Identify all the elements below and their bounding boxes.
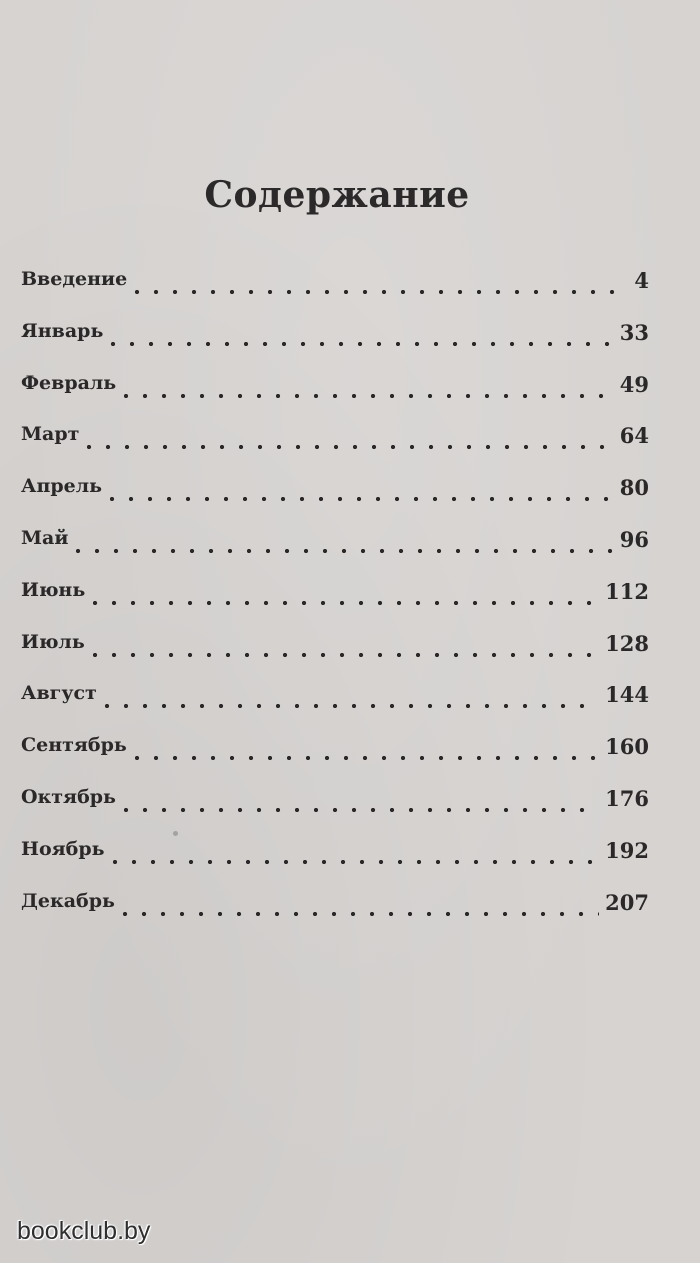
dot-leader xyxy=(105,704,599,708)
toc-entry-label: Июль xyxy=(21,630,85,653)
toc-entry-page-number: 80 xyxy=(619,475,649,501)
dot-leader xyxy=(113,860,600,864)
dot-leader xyxy=(87,445,613,449)
toc-entry-label: Июнь xyxy=(21,578,86,601)
toc-entry-label: Ноябрь xyxy=(21,837,105,860)
toc-entry xyxy=(21,890,649,942)
dot-leader xyxy=(93,653,599,657)
toc-entry-page-number: 160 xyxy=(605,734,649,760)
site-watermark: bookclub.by xyxy=(17,1217,151,1245)
toc-entry xyxy=(21,527,649,579)
toc-entry-page-number: 192 xyxy=(605,837,649,863)
toc-entry xyxy=(21,423,649,475)
toc-entry xyxy=(21,320,649,372)
dot-leader xyxy=(76,549,613,553)
toc-entry-page-number: 112 xyxy=(605,578,649,604)
toc-entry xyxy=(21,475,649,527)
toc-entry-page-number: 128 xyxy=(605,630,649,656)
toc-entry-page-number: 207 xyxy=(605,889,649,915)
toc-entry xyxy=(21,268,649,320)
toc-entry-page-number: 96 xyxy=(619,526,649,552)
toc-entry-label: Октябрь xyxy=(21,785,116,808)
dot-leader xyxy=(123,912,599,916)
dot-leader xyxy=(93,601,599,605)
toc-entry-page-number: 176 xyxy=(605,785,649,811)
dot-leader xyxy=(110,497,614,501)
dot-leader xyxy=(111,342,613,346)
toc-entry xyxy=(21,838,649,890)
dot-leader xyxy=(124,394,614,398)
page-title: Содержание xyxy=(204,174,470,217)
toc-entry-page-number: 64 xyxy=(619,423,649,449)
toc-entry-page-number: 49 xyxy=(619,371,649,397)
table-of-contents xyxy=(21,268,649,941)
dot-leader xyxy=(135,290,628,294)
toc-entry-label: Сентябрь xyxy=(21,734,127,757)
toc-entry xyxy=(21,682,649,734)
toc-entry xyxy=(21,631,649,683)
toc-entry-label: Февраль xyxy=(21,371,117,394)
toc-entry xyxy=(21,579,649,631)
toc-entry xyxy=(21,786,649,838)
toc-entry-label: Апрель xyxy=(21,475,103,498)
toc-entry-label: Март xyxy=(21,423,80,446)
toc-entry-page-number: 144 xyxy=(605,682,649,708)
toc-entry-label: Август xyxy=(21,682,97,705)
dot-leader xyxy=(135,756,599,760)
toc-entry-label: Декабрь xyxy=(21,889,115,912)
toc-entry-label: Январь xyxy=(21,319,104,342)
toc-entry-page-number: 4 xyxy=(634,268,649,293)
dot-leader xyxy=(124,808,599,812)
toc-entry-page-number: 33 xyxy=(619,319,649,345)
toc-entry xyxy=(21,372,649,424)
toc-entry-label: Май xyxy=(21,526,69,549)
toc-entry xyxy=(21,734,649,786)
toc-entry-label: Введение xyxy=(21,268,128,290)
